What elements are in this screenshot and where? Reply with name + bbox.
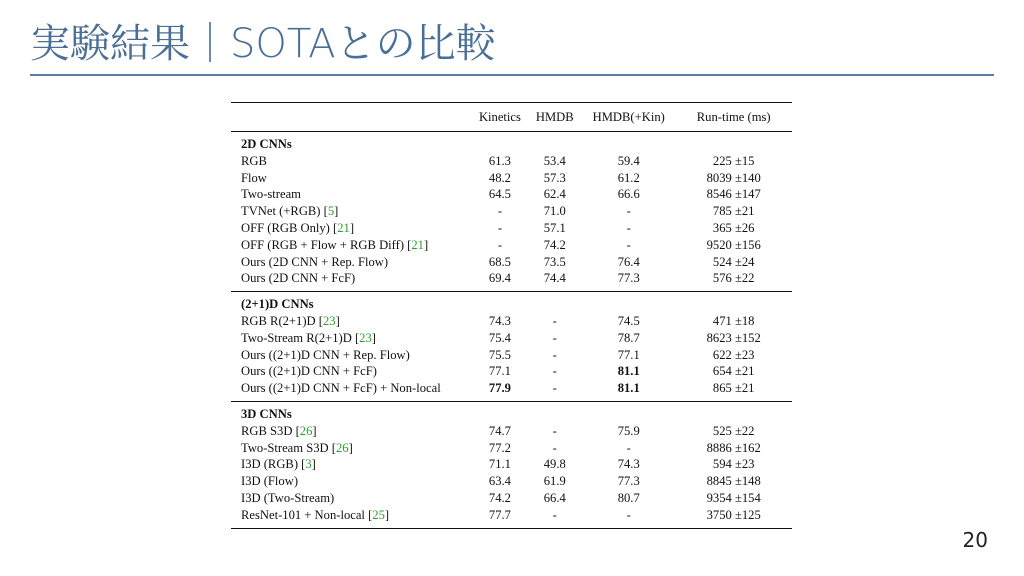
hmdb-cell: 57.1 <box>543 220 566 235</box>
table-row <box>231 473 792 490</box>
kinetics-cell: 74.7 <box>488 423 511 438</box>
table-row <box>231 423 792 440</box>
citation-link[interactable]: 21 <box>337 220 350 235</box>
hmdb-kin-cell: 74.5 <box>617 313 640 328</box>
citation-link[interactable]: 21 <box>411 237 424 252</box>
table-row <box>231 330 792 347</box>
method-cell <box>231 313 472 330</box>
hmdb-kin-cell: 81.1 <box>617 381 640 396</box>
group-header-row <box>231 132 792 153</box>
hmdb-cell: 61.9 <box>543 474 566 489</box>
header-hmdb-kin: HMDB(+Kin) <box>582 103 675 132</box>
method-cell <box>231 490 472 507</box>
hmdb-cell: - <box>527 507 582 528</box>
slide-title: 実験結果｜SOTAとの比較 <box>30 21 496 67</box>
runtime-cell: 622 ±23 <box>712 347 755 362</box>
hmdb-kin-cell: 77.1 <box>617 347 640 362</box>
kinetics-cell: 61.3 <box>488 153 511 168</box>
hmdb-kin-cell: 81.1 <box>617 364 640 379</box>
kinetics-cell: 75.4 <box>488 330 511 345</box>
method-name: I3D (RGB) [ <box>241 457 306 472</box>
method-cell <box>231 440 472 457</box>
runtime-cell: 8623 ±152 <box>706 330 761 345</box>
hmdb-cell: - <box>552 313 557 328</box>
citation-bracket: ] <box>312 423 317 438</box>
group-name: (2+1)D CNNs <box>231 292 792 313</box>
hmdb-kin-cell: - <box>626 220 631 235</box>
runtime-cell: 8039 ±140 <box>706 170 761 185</box>
method-cell <box>231 423 472 440</box>
method-name: I3D (Flow) <box>241 474 299 489</box>
group-name: 2D CNNs <box>231 132 792 153</box>
hmdb-cell: 74.2 <box>543 237 566 252</box>
kinetics-cell: 74.2 <box>488 490 511 505</box>
hmdb-kin-cell: 74.3 <box>617 457 640 472</box>
header-kinetics: Kinetics <box>472 103 527 132</box>
hmdb-kin-cell: 80.7 <box>617 490 640 505</box>
table-row <box>231 507 792 528</box>
runtime-cell: 9354 ±154 <box>706 490 761 505</box>
hmdb-cell: - <box>552 347 557 362</box>
group-header-row <box>231 292 792 313</box>
runtime-cell: 225 ±15 <box>712 153 755 168</box>
table-row <box>231 490 792 507</box>
method-cell <box>231 270 472 291</box>
hmdb-cell: - <box>552 381 557 396</box>
kinetics-cell: 48.2 <box>488 170 511 185</box>
kinetics-cell: 64.5 <box>488 187 511 202</box>
method-cell <box>231 153 472 170</box>
table-row <box>231 313 792 330</box>
kinetics-cell: 77.2 <box>488 440 511 455</box>
hmdb-kin-cell: - <box>626 237 631 252</box>
method-cell <box>231 456 472 473</box>
method-name: Ours (2D CNN + Rep. Flow) <box>241 254 389 269</box>
table-row <box>231 220 792 237</box>
header-runtime: Run-time (ms) <box>675 103 792 132</box>
kinetics-cell: 74.3 <box>488 313 511 328</box>
method-cell <box>231 220 472 237</box>
citation-bracket: ] <box>384 507 390 522</box>
runtime-cell: 594 ±23 <box>712 457 755 472</box>
method-cell <box>231 363 472 380</box>
method-name: I3D (Two-Stream) <box>241 490 335 505</box>
table-row <box>231 237 792 254</box>
citation-bracket: ] <box>349 220 355 235</box>
table-row <box>231 170 792 187</box>
hmdb-kin-cell: 59.4 <box>617 153 640 168</box>
hmdb-kin-cell: 66.6 <box>617 187 640 202</box>
table-row <box>231 347 792 364</box>
method-name: Ours (2D CNN + FcF) <box>241 271 356 286</box>
table-row <box>231 270 792 291</box>
method-cell <box>231 170 472 187</box>
citation-link[interactable]: 23 <box>322 313 336 328</box>
method-name: OFF (RGB + Flow + RGB Diff) [ <box>241 237 412 252</box>
kinetics-cell: - <box>497 204 503 219</box>
runtime-cell: 8845 ±148 <box>706 474 761 489</box>
method-cell <box>231 380 472 401</box>
results-table <box>231 102 792 529</box>
table-row <box>231 456 792 473</box>
hmdb-kin-cell: - <box>582 507 675 528</box>
table-row <box>231 363 792 380</box>
hmdb-cell: 53.4 <box>543 153 566 168</box>
citation-link[interactable]: 5 <box>327 204 335 219</box>
method-name: OFF (RGB Only) [ <box>241 220 338 235</box>
table-header-row <box>231 103 792 132</box>
method-name: RGB R(2+1)D [ <box>241 313 323 328</box>
table-row <box>231 203 792 220</box>
hmdb-cell: - <box>552 423 557 438</box>
hmdb-kin-cell: - <box>626 204 631 219</box>
citation-link[interactable]: 23 <box>359 330 372 345</box>
kinetics-cell: - <box>497 220 503 235</box>
runtime-cell: 865 ±21 <box>712 381 755 396</box>
hmdb-kin-cell: 77.3 <box>617 474 640 489</box>
results-table-container <box>231 102 792 529</box>
method-name: RGB <box>241 153 267 168</box>
runtime-cell: 9520 ±156 <box>706 237 761 252</box>
runtime-cell: 365 ±26 <box>712 220 755 235</box>
kinetics-cell: 63.4 <box>488 474 511 489</box>
hmdb-cell: 71.0 <box>543 204 566 219</box>
method-name: RGB S3D [ <box>241 423 300 438</box>
runtime-cell: 524 ±24 <box>712 254 755 269</box>
hmdb-kin-cell: 77.3 <box>617 271 640 286</box>
hmdb-cell: - <box>552 440 557 455</box>
hmdb-kin-cell: 78.7 <box>617 330 640 345</box>
hmdb-cell: 74.4 <box>543 271 566 286</box>
method-cell <box>231 330 472 347</box>
kinetics-cell: 77.7 <box>472 507 527 528</box>
hmdb-cell: 49.8 <box>543 457 566 472</box>
method-name: Ours ((2+1)D CNN + FcF) + Non-local <box>241 381 441 396</box>
hmdb-kin-cell: 61.2 <box>617 170 640 185</box>
hmdb-cell: 73.5 <box>543 254 566 269</box>
kinetics-cell: 75.5 <box>488 347 511 362</box>
page-number: 20 <box>962 528 988 552</box>
citation-bracket: ] <box>334 204 339 219</box>
kinetics-cell: 77.9 <box>488 381 511 396</box>
table-row <box>231 186 792 203</box>
citation-bracket: ] <box>311 457 316 472</box>
group-name: 3D CNNs <box>231 401 792 422</box>
hmdb-kin-cell: 76.4 <box>617 254 640 269</box>
runtime-cell: 3750 ±125 <box>675 507 792 528</box>
hmdb-kin-cell: 75.9 <box>617 423 640 438</box>
citation-bracket: ] <box>371 330 376 345</box>
runtime-cell: 471 ±18 <box>712 313 755 328</box>
method-cell <box>231 507 472 528</box>
runtime-cell: 785 ±21 <box>712 204 755 219</box>
citation-bracket: ] <box>335 313 340 328</box>
method-cell <box>231 254 472 271</box>
table-row <box>231 153 792 170</box>
table-row <box>231 254 792 271</box>
kinetics-cell: 71.1 <box>488 457 511 472</box>
hmdb-cell: - <box>552 330 557 345</box>
runtime-cell: 8546 ±147 <box>706 187 761 202</box>
kinetics-cell: 68.5 <box>488 254 511 269</box>
method-name: Ours ((2+1)D CNN + Rep. Flow) <box>241 347 410 362</box>
method-name: Two-stream <box>241 187 301 202</box>
runtime-cell: 525 ±22 <box>712 423 755 438</box>
kinetics-cell: 77.1 <box>488 364 511 379</box>
method-cell <box>231 347 472 364</box>
citation-link[interactable]: 26 <box>335 440 349 455</box>
method-cell <box>231 186 472 203</box>
hmdb-cell: 57.3 <box>543 170 566 185</box>
title-divider <box>30 74 994 76</box>
header-hmdb: HMDB <box>527 103 582 132</box>
table-row <box>231 440 792 457</box>
method-name: TVNet (+RGB) [ <box>241 204 328 219</box>
method-cell <box>231 203 472 220</box>
citation-bracket: ] <box>348 440 353 455</box>
method-name: Two-Stream R(2+1)D [ <box>241 330 360 345</box>
kinetics-cell: 69.4 <box>488 271 511 286</box>
hmdb-cell: - <box>552 364 557 379</box>
method-name: Flow <box>241 170 267 185</box>
table-body <box>231 132 792 529</box>
hmdb-cell: 62.4 <box>543 187 566 202</box>
hmdb-cell: 66.4 <box>543 490 566 505</box>
group-header-row <box>231 401 792 422</box>
kinetics-cell: - <box>497 237 503 252</box>
header-method <box>231 103 472 132</box>
method-cell <box>231 237 472 254</box>
citation-link[interactable]: 25 <box>372 507 385 522</box>
method-cell <box>231 473 472 490</box>
method-name: Ours ((2+1)D CNN + FcF) <box>241 364 377 379</box>
table-row <box>231 380 792 401</box>
runtime-cell: 8886 ±162 <box>706 440 761 455</box>
method-name: Two-Stream S3D [ <box>241 440 336 455</box>
citation-link[interactable]: 26 <box>299 423 313 438</box>
runtime-cell: 576 ±22 <box>712 271 755 286</box>
citation-bracket: ] <box>423 237 429 252</box>
runtime-cell: 654 ±21 <box>712 364 755 379</box>
citation-link[interactable]: 3 <box>305 457 312 472</box>
hmdb-kin-cell: - <box>626 440 631 455</box>
method-name: ResNet-101 + Non-local [ <box>241 507 373 522</box>
